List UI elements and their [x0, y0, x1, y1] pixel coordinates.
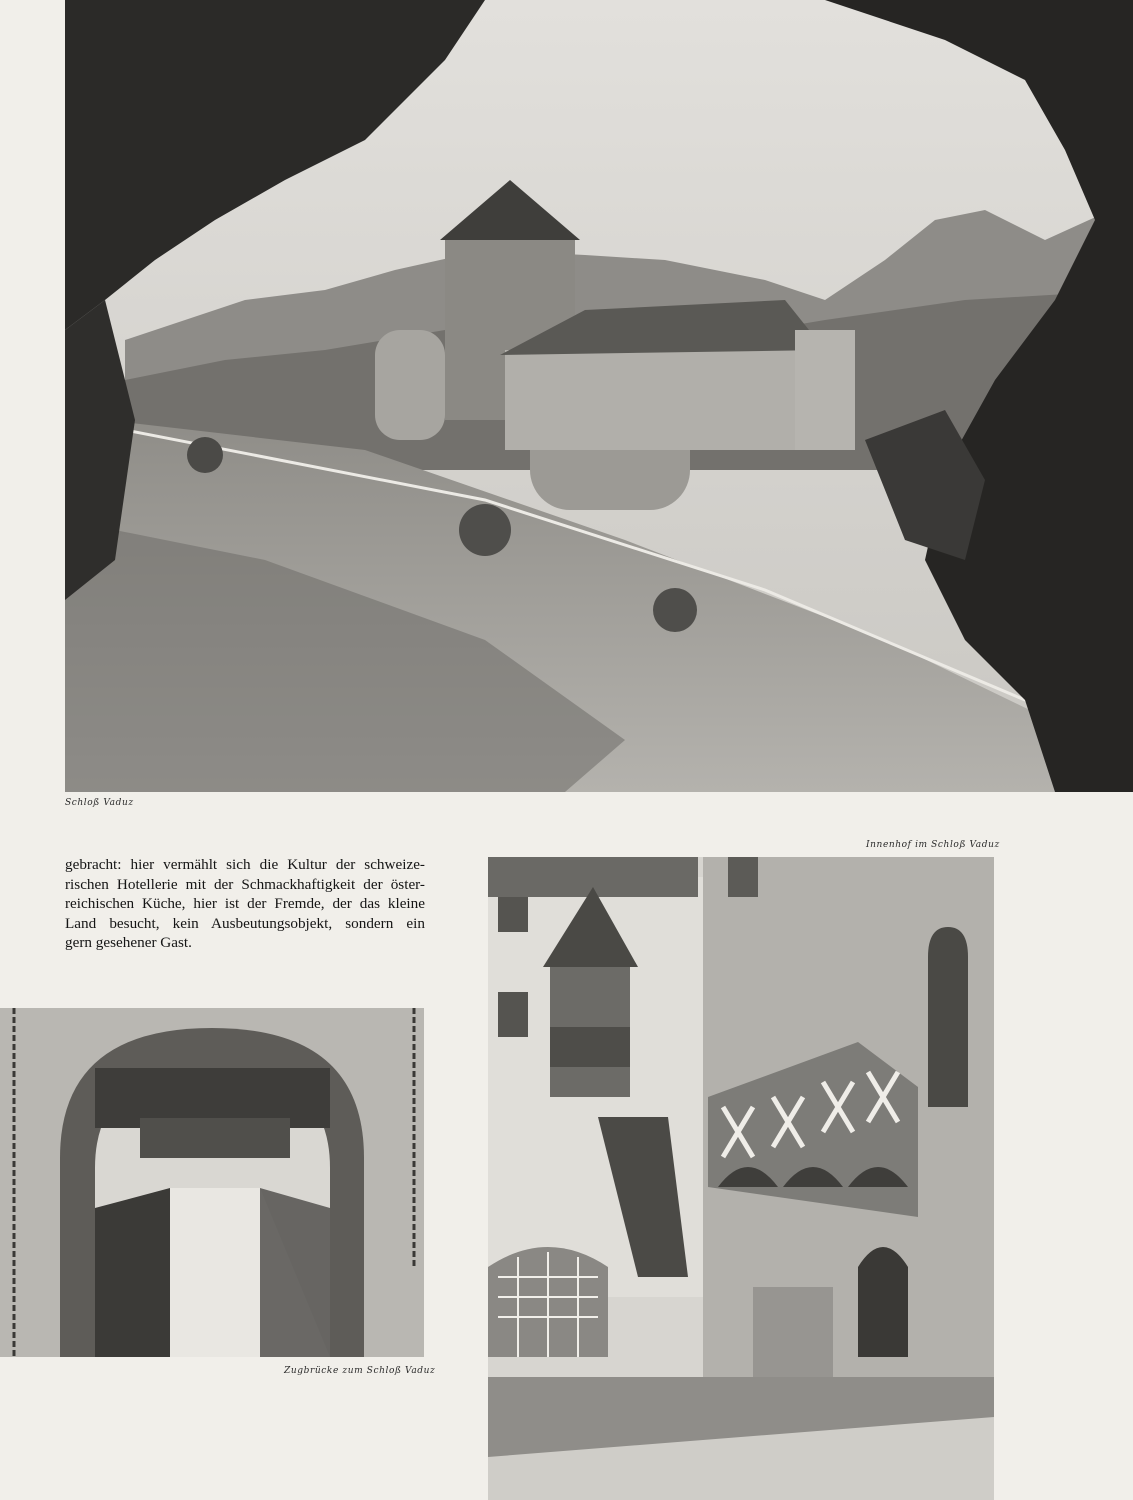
drawbridge-photo: [0, 1008, 424, 1357]
castle-photo-caption: Schloß Vaduz: [65, 798, 134, 808]
courtyard-photo: [488, 857, 994, 1500]
body-line: gebracht: hier vermählt sich die Kultur der schweize-: [65, 856, 425, 873]
body-line: reichischen Küche, hier ist der Fremde, der das kleine: [65, 895, 425, 912]
courtyard-photo-illustration: [488, 857, 994, 1500]
body-line: Land besucht, kein Ausbeutungsobjekt, sondern ein: [65, 914, 425, 932]
body-line: rischen Hotellerie mit der Schmackhaftigkeit der öster-: [65, 875, 425, 893]
body-paragraph: [65, 855, 425, 953]
courtyard-photo-caption: Innenhof im Schloß Vaduz: [866, 840, 1000, 850]
drawbridge-photo-caption: Zugbrücke zum Schloß Vaduz: [284, 1366, 436, 1376]
drawbridge-photo-illustration: [0, 1008, 424, 1357]
body-line: gern gesehener Gast.: [65, 934, 192, 951]
castle-photo: [65, 0, 1133, 792]
castle-photo-illustration: [65, 0, 1133, 792]
